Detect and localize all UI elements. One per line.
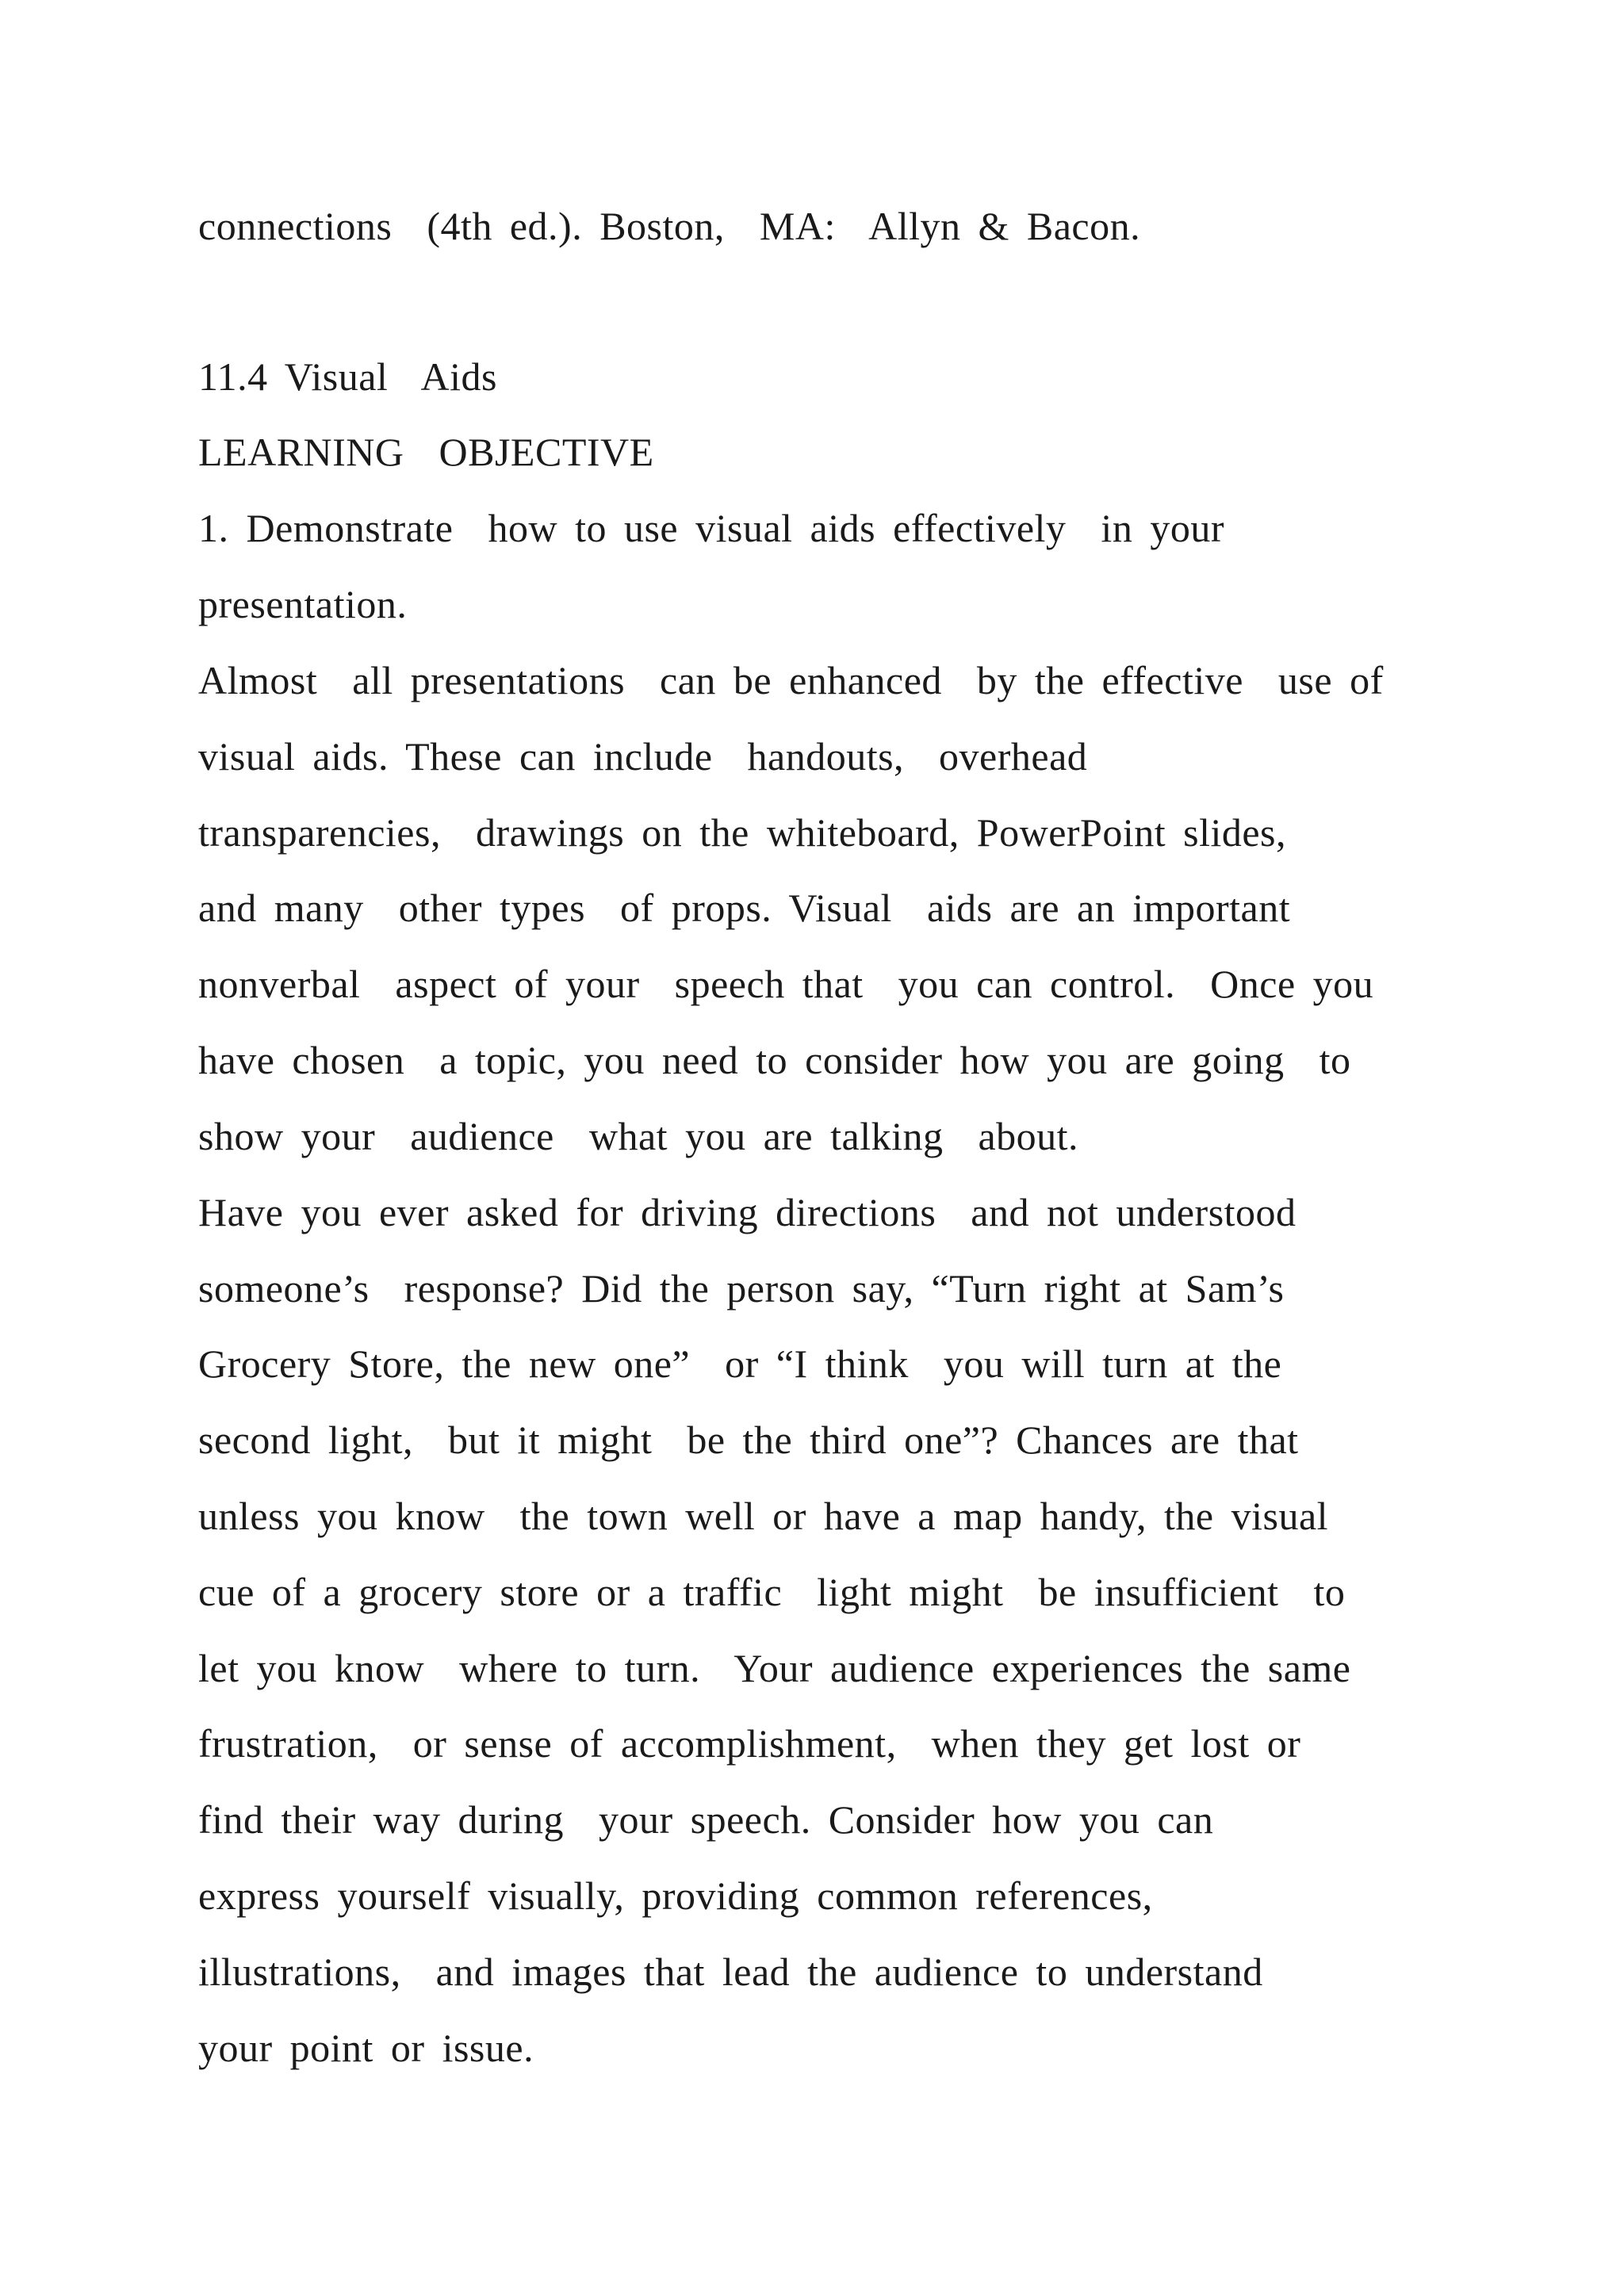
paragraph-line: show your audience what you are talking about. <box>198 1114 1079 1158</box>
paragraph-line: second light, but it might be the third one”? Chances are that <box>198 1418 1299 1462</box>
objective-item-line: 1. Demonstrate how to use visual aids effectively in your <box>198 506 1224 550</box>
paragraph-line: your point or issue. <box>198 2026 534 2070</box>
paragraph-line: Grocery Store, the new one” or “I think you will turn at the <box>198 1341 1282 1386</box>
paragraph-line: visual aids. These can include handouts, overhead <box>198 734 1088 779</box>
paragraph-line: Have you ever asked for driving directions and not understood <box>198 1190 1297 1234</box>
paragraph-line: cue of a grocery store or a traffic light might be insufficient to <box>198 1570 1346 1614</box>
paragraph-line: let you know where to turn. Your audience experiences the same <box>198 1646 1351 1690</box>
paragraph-line: express yourself visually, providing common references, <box>198 1873 1153 1918</box>
paragraph-line: Almost all presentations can be enhanced by the effective use of <box>198 658 1384 702</box>
paragraph-line: illustrations, and images that lead the audience to understand <box>198 1950 1263 1994</box>
paragraph-line: and many other types of props. Visual aids are an important <box>198 886 1291 930</box>
paragraph-line: frustration, or sense of accomplishment, when they get lost or <box>198 1721 1301 1766</box>
reference-citation-line: connections (4th ed.). Boston, MA: Allyn & Bacon. <box>198 204 1141 248</box>
paragraph-line: have chosen a topic, you need to consider how you are going to <box>198 1038 1351 1082</box>
section-heading: 11.4 Visual Aids <box>198 354 497 399</box>
paragraph-line: unless you know the town well or have a map handy, the visual <box>198 1494 1329 1538</box>
paragraph-line: someone’s response? Did the person say, “Turn right at Sam’s <box>198 1266 1285 1311</box>
paragraph-line: transparencies, drawings on the whiteboard, PowerPoint slides, <box>198 810 1287 855</box>
objective-item-line: presentation. <box>198 582 408 626</box>
learning-objective-heading: LEARNING OBJECTIVE <box>198 430 654 474</box>
paragraph-line: nonverbal aspect of your speech that you can control. Once you <box>198 962 1374 1006</box>
paragraph-line: find their way during your speech. Consider how you can <box>198 1797 1214 1842</box>
